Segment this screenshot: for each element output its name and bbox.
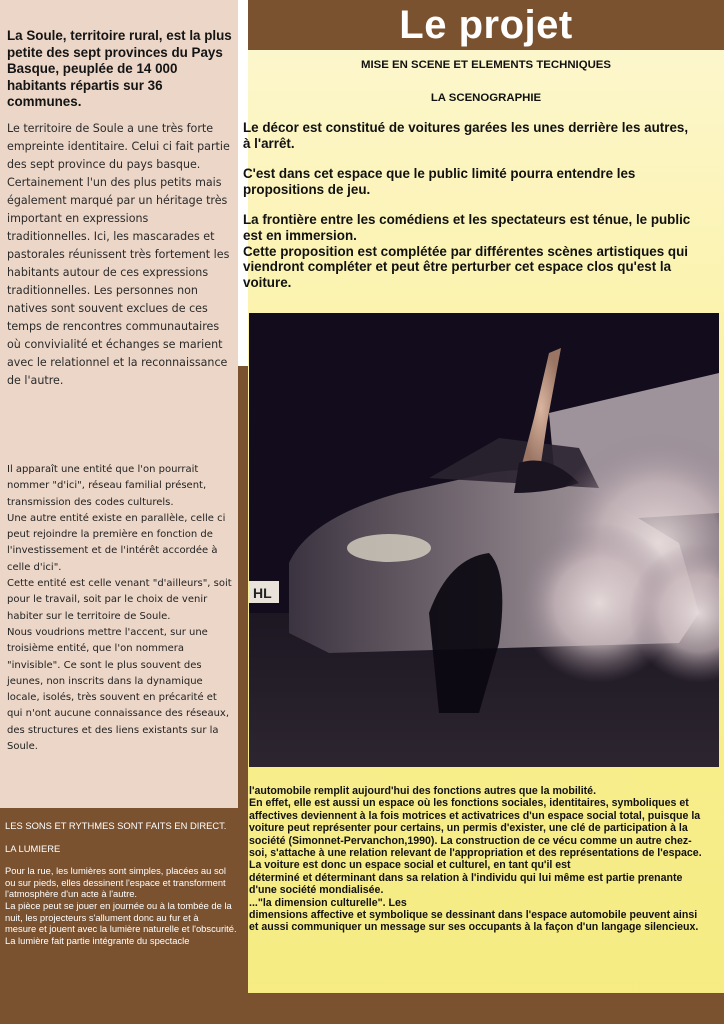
analysis-line: déterminé et déterminant dans sa relation à l'individu qui lui même est partie prenante d'une société mondialisée. <box>249 871 683 897</box>
left-heading: La Soule, territoire rural, est la plus petite des sept provinces du Pays Basque, peuplée de 14 000 habitants répartis sur 36 communes. <box>7 28 232 109</box>
analysis-line: voiture peut représenter pour certains, un permis d'exister, une clé de participation à la société (Simonnet-Pervanchon,1990). La construction de ce vécu comme un autre chez-soi, s'attache à une relation relevant de l'appropriation et des représentations de l'espace. <box>249 822 702 860</box>
left-entities-text <box>7 462 235 755</box>
sons-heading: LES SONS ET RYTHMES SONT FAITS EN DIRECT. <box>5 820 227 831</box>
left-divider-bar <box>238 366 248 1024</box>
technical-notes <box>5 820 237 946</box>
entity-parallele-paragraph: Une autre entité existe en parallèle, celle ci peut rejoindre la première en fonction de l'investissement et de l'intérêt accordée à celle d'ici". <box>7 512 226 573</box>
footer-bar <box>248 993 724 1024</box>
lumiere-heading: LA LUMIERE <box>5 842 61 854</box>
entity-ailleurs-paragraph: Cette entité est celle venant "d'ailleurs", soit pour le travail, soit par le choix de venir habiter sur le territoire de Soule. <box>7 578 232 622</box>
lumiere-line: mesure et jouent avec la lumière naturelle et l'obscurité. <box>5 923 237 935</box>
intro-paragraph: La frontière entre les comédiens et les spectateurs est ténue, le public est en immersion. <box>243 212 691 243</box>
license-plate-text: HL <box>253 585 272 601</box>
intro-paragraph: Cette proposition est complétée par différentes scènes artistiques qui viendront compléter et peut être perturber cet espace clos qu'est la voiture. <box>243 243 688 290</box>
automobile-analysis-text <box>249 785 709 934</box>
analysis-line: En effet, elle est aussi un espace où les fonctions sociales, identitaires, symboliques et affectives deviennent à la fois motrices et activatrices d'un espace social total, puisque la <box>249 797 701 822</box>
section-subtitle: MISE EN SCENE ET ELEMENTS TECHNIQUES <box>361 59 611 71</box>
lumiere-line: Pour la rue, les lumières sont simples, placées au sol ou sur pieds, elles dessinent l'espace et transforment l'atmosphère d'un acte à l'autre. <box>5 865 226 900</box>
intro-paragraph: Le décor est constitué de voitures garées les unes derrière les autres, à l'arrêt. <box>243 120 689 151</box>
entity-invisible-paragraph: Nous voudrions mettre l'accent, sur une troisième entité, que l'on nommera "invisible". Ce sont le plus souvent des jeunes, non inscrits dans la dynamique locale, isolés, très souvent en précarité et qui n'ont aucune connaissance des réseaux, des structures et des liens existants sur la Soule. <box>7 626 230 753</box>
page-title: Le projet <box>399 3 573 47</box>
entity-ici-paragraph: Il apparaît une entité que l'on pourrait nommer "d'ici", réseau familial présent, transmission des codes culturels. <box>7 464 207 508</box>
lumiere-line: La lumière fait partie intégrante du spectacle <box>5 934 190 946</box>
analysis-line: ..."la dimension culturelle". Les <box>249 896 407 909</box>
analysis-line: l'automobile remplit aujourd'hui des fonctions autres que la mobilité. <box>249 785 597 797</box>
analysis-line: La voiture est donc un espace social et culturel, en tant qu'il est <box>249 859 571 872</box>
section-subtitle-scenographie: LA SCENOGRAPHIE <box>430 92 542 104</box>
car-performance-photo <box>249 313 719 767</box>
lumiere-line: La pièce peut se jouer en journée ou à la tombée de la nuit, les projecteurs s'allument donc au fur et à <box>5 899 232 923</box>
left-body-paragraph: Le territoire de Soule a une très forte empreinte identitaire. Celui ci fait partie des sept province du pays basque. Certainement l'un des plus petits mais également marqué par un héritage très important en expressions traditionnelles. Ici, les mascarades et pastorales réunissent très fortement les habitants autour de ces expressions traditionnelles. Les personnes non natives sont souvent exclues de ces temps de rencontres communautaires où convivialité et échanges se marient avec le relationnel et la reconnaissance de l'autre. <box>7 122 230 387</box>
scenography-intro <box>243 120 698 290</box>
analysis-line: dimensions affective et symbolique se dessinant dans l'espace automobile peuvent ainsi et aussi communiquer un message sur ses occupants à la façon d'un langage silencieux. <box>249 909 699 934</box>
car-photo-illustration <box>249 313 719 767</box>
intro-paragraph: C'est dans cet espace que le public limité pourra entendre les propositions de jeu. <box>243 166 636 197</box>
